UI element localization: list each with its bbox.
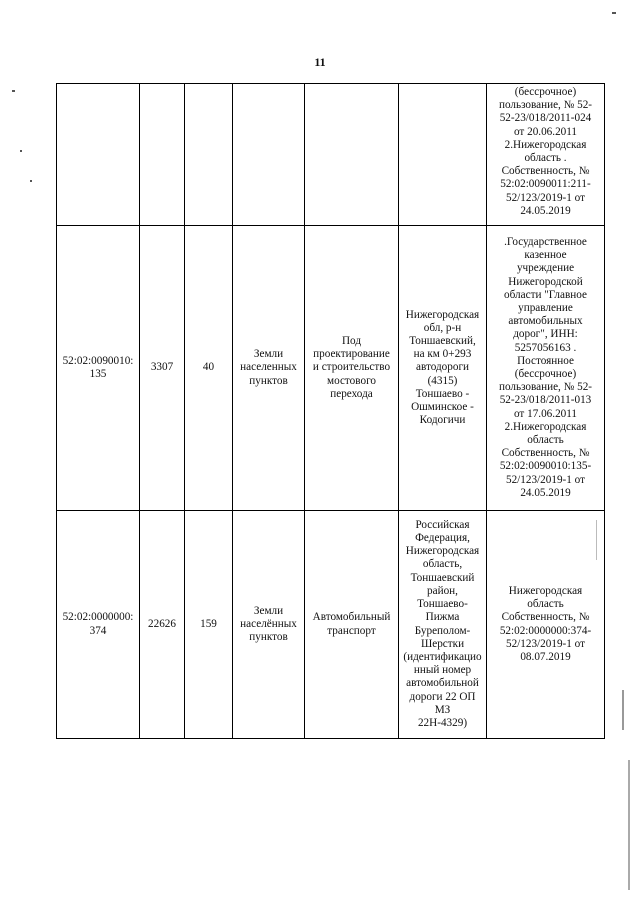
text-line: Тоншаево - <box>415 387 470 400</box>
text-line: Постоянное <box>517 354 574 367</box>
text-line: Шерстки <box>420 637 465 650</box>
location-cell <box>399 226 487 511</box>
text-line: Федерация, <box>415 532 470 545</box>
text-line: дороги 22 ОП <box>409 690 476 703</box>
text-line: 08.07.2019 <box>520 650 571 663</box>
text-line: транспорт <box>327 624 376 637</box>
cadastral-number-cell <box>57 226 140 511</box>
text-line: населенных <box>240 361 297 374</box>
text-line: населённых <box>240 617 297 630</box>
text-line: пунктов <box>249 631 288 644</box>
cadastral-number-cell <box>57 84 140 226</box>
text-line: (бессрочное) <box>514 368 577 380</box>
text-line: от 20.06.2011 <box>513 125 578 138</box>
text-line: Нижегородской <box>508 275 583 288</box>
text-line: Собственность, № <box>501 611 590 624</box>
text-line: (4315) <box>427 374 458 387</box>
text-line: автомобильной <box>406 677 479 690</box>
text-line: район, <box>427 584 458 597</box>
text-line: Земли <box>253 604 284 617</box>
rights-cell <box>487 226 605 511</box>
scan-artifact <box>596 520 597 560</box>
text-line: 24.05.2019 <box>520 204 571 217</box>
text-line: Российская <box>415 518 470 531</box>
scan-artifact <box>30 180 32 182</box>
location-cell <box>399 84 487 226</box>
area-cell: 3307 <box>140 226 185 511</box>
text-line: 52:02:0000000:374- <box>499 624 592 637</box>
plot-number-cell: 40 <box>185 226 233 511</box>
text-line: 52:02:0090010:135- <box>499 460 592 473</box>
text-line: управление <box>518 301 573 314</box>
table-row <box>57 84 605 226</box>
text-line: 52-23/018/2011-013 <box>499 394 592 407</box>
text-line: на км 0+293 <box>413 348 472 361</box>
text-line: МЗ <box>434 703 451 716</box>
text-line: 374 <box>89 624 107 637</box>
text-line: 52:02:0000000: <box>62 611 134 624</box>
table-row <box>57 511 605 739</box>
text-line: Автомобильный <box>312 611 391 624</box>
scan-artifact <box>628 760 630 890</box>
text-line: перехода <box>330 387 373 400</box>
scan-artifact <box>612 12 616 14</box>
area-cell <box>140 84 185 226</box>
scan-artifact <box>622 690 624 730</box>
text-line: пользование, № 52- <box>498 99 593 112</box>
text-line: Нижегородская <box>508 584 583 597</box>
text-line: Ошминское - <box>411 401 474 413</box>
text-line: 2.Нижегородская <box>504 420 587 433</box>
text-line: 52:02:0090011:211- <box>500 178 591 191</box>
text-line: от 17.06.2011 <box>513 407 578 420</box>
text-line: 52/123/2019-1 от <box>505 637 585 650</box>
text-line: мостового <box>327 374 376 387</box>
permitted-use-cell <box>305 84 399 226</box>
text-line: Кодогичи <box>419 414 466 427</box>
text-line: Земли <box>253 348 284 361</box>
text-line: казенное <box>524 249 567 262</box>
text-line: Буреполом- <box>414 624 471 637</box>
text-line: 52/123/2019-1 от <box>505 191 585 204</box>
text-line: Пижма <box>425 611 460 624</box>
text-line: Тоншаевский <box>410 571 475 584</box>
text-line: Тоншаевский, <box>409 334 476 347</box>
land-category-cell <box>233 84 305 226</box>
plot-number-cell: 159 <box>185 511 233 739</box>
text-line: Тоншаево- <box>417 598 468 611</box>
location-cell <box>399 511 487 739</box>
text-line: автомобильных <box>508 315 583 328</box>
text-line: проектирование <box>313 348 390 361</box>
permitted-use-cell <box>305 511 399 739</box>
text-line: (идентификацио <box>403 650 482 663</box>
text-line: Нижегородская <box>405 308 480 321</box>
text-line: 22Н-4329) <box>417 716 468 729</box>
area-cell: 22626 <box>140 511 185 739</box>
rights-cell <box>487 84 605 226</box>
cadastral-number-cell <box>57 511 140 739</box>
rights-cell <box>487 511 605 739</box>
permitted-use-cell <box>305 226 399 511</box>
text-line: области "Главное <box>504 288 587 301</box>
page-number: 11 <box>314 55 326 69</box>
text-line: (бессрочное) <box>514 86 577 98</box>
text-line: 5257056163 . <box>514 341 577 354</box>
text-line: область <box>527 434 564 447</box>
text-line: 52:02:0090010: <box>62 354 134 367</box>
text-line: область, <box>422 558 463 571</box>
text-line: пунктов <box>249 374 288 387</box>
text-line: автодороги <box>415 361 470 374</box>
land-category-cell <box>233 511 305 739</box>
text-line: .Государственное <box>504 235 587 248</box>
text-line: область . <box>524 152 567 165</box>
land-plots-table <box>56 83 605 739</box>
text-line: пользование, № 52- <box>498 381 593 394</box>
text-line: 135 <box>89 368 107 380</box>
scan-artifact <box>20 150 22 152</box>
scan-artifact <box>12 90 15 92</box>
text-line: и строительство <box>312 361 391 374</box>
text-line: Под <box>341 334 362 347</box>
text-line: Нижегородская <box>405 545 480 558</box>
text-line: область <box>527 598 564 611</box>
land-category-cell <box>233 226 305 511</box>
text-line: дорог", ИНН: <box>513 328 578 341</box>
text-line: 52/123/2019-1 от <box>505 473 585 486</box>
text-line: Собственность, № <box>501 165 590 178</box>
text-line: 52-23/018/2011-024 <box>499 112 592 125</box>
text-line: обл, р-н <box>423 321 462 334</box>
text-line: нный номер <box>413 664 472 677</box>
text-line: учреждение <box>516 262 575 275</box>
text-line: 2.Нижегородская <box>504 138 587 151</box>
text-line: 24.05.2019 <box>520 486 571 499</box>
text-line: Собственность, № <box>501 447 590 460</box>
plot-number-cell <box>185 84 233 226</box>
table-row <box>57 226 605 511</box>
